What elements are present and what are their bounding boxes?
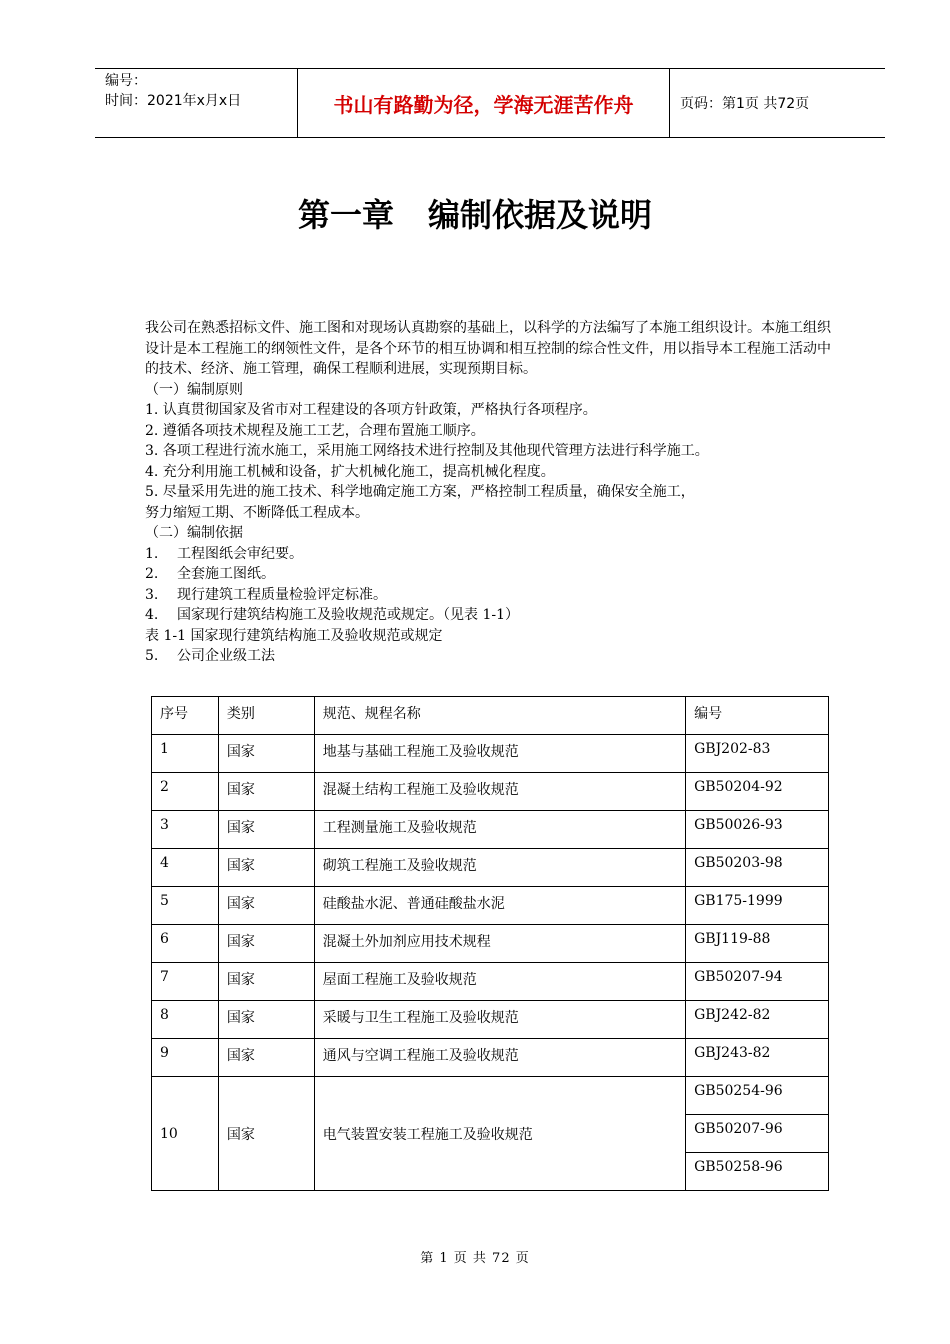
number-label: 编号：	[105, 73, 147, 89]
row-number-cell: 7	[152, 963, 219, 1001]
chapter-name: 编制依据及说明	[428, 196, 653, 234]
spec-name-cell: 工程测量施工及验收规范	[314, 811, 685, 849]
category-cell: 国家	[218, 1001, 314, 1039]
basis-number: 1.	[145, 545, 159, 562]
basis-number: 2.	[145, 566, 159, 582]
table-row	[152, 925, 829, 963]
principle-item: 5. 尽量采用先进的施工技术、科学地确定施工方案，严格控制工程质量，确保安全施工，	[145, 484, 695, 500]
spec-code-cell: GB50026-93	[686, 811, 829, 849]
row-number-cell: 1	[152, 735, 219, 773]
spec-name-cell: 砌筑工程施工及验收规范	[314, 849, 685, 887]
header-page-label: 页码：第1页 共72页	[680, 96, 810, 112]
spec-code-cell: GBJ242-82	[686, 1001, 829, 1039]
spec-code-cell: GBJ119-88	[686, 925, 829, 963]
table-row	[152, 1039, 829, 1077]
spec-name-cell: 硅酸盐水泥、普通硅酸盐水泥	[314, 887, 685, 925]
row-number-cell: 2	[152, 773, 219, 811]
time-label: 时间：2021年x月x日	[105, 93, 242, 109]
header-motto: 书山有路勤为径，学海无涯苦作舟	[297, 69, 670, 137]
intro-paragraph: 我公司在熟悉招标文件、施工图和对现场认真勘察的基础上，以科学的方法编写了本施工组织设计。本施工组织设计是本工程施工的纲领性文件，是各个环节的相互协调和相互控制的综合性文件，用以指导本工程施工活动中的技术、经济、施工管理，确保工程顺利进展，实现预期目标。	[145, 320, 831, 377]
principle-item: 1. 认真贯彻国家及省市对工程建设的各项方针政策，严格执行各项程序。	[145, 402, 597, 418]
spec-name-cell: 通风与空调工程施工及验收规范	[314, 1039, 685, 1077]
row-number-cell: 3	[152, 811, 219, 849]
category-cell: 国家	[218, 925, 314, 963]
header-cell: 规范、规程名称	[314, 697, 685, 735]
row-number-cell: 6	[152, 925, 219, 963]
table-row	[152, 849, 829, 887]
basis-item	[145, 585, 840, 606]
table-row	[152, 773, 829, 811]
basis-item	[145, 564, 840, 585]
basis-text: 公司企业级工法	[177, 648, 275, 664]
principle-item: 2. 遵循各项技术规程及施工工艺，合理布置施工顺序。	[145, 422, 485, 439]
spec-name-cell: 屋面工程施工及验收规范	[314, 963, 685, 1001]
category-cell: 国家	[218, 773, 314, 811]
spec-code-cell: GB50258-96	[686, 1153, 829, 1191]
header-cell: 序号	[152, 697, 219, 735]
basis-text: 全套施工图纸。	[177, 566, 275, 582]
section-heading: （二）编制依据	[145, 525, 243, 541]
row-number-cell: 9	[152, 1039, 219, 1077]
page-footer: 第 1 页 共 72 页	[420, 1251, 530, 1266]
basis-number: 4.	[145, 607, 159, 623]
principle-item: 4. 充分利用施工机械和设备，扩大机械化施工，提高机械化程度。	[145, 463, 555, 480]
table-row	[152, 1077, 829, 1115]
principle-item: 3. 各项工程进行流水施工，采用施工网络技术进行控制及其他现代管理方法进行科学施工。	[145, 443, 709, 459]
basis-item	[145, 646, 840, 667]
table-row	[152, 963, 829, 1001]
basis-item	[145, 544, 840, 565]
header-cell: 编号	[686, 697, 829, 735]
basis-item	[145, 605, 840, 626]
spec-code-cell: GB50203-98	[686, 849, 829, 887]
table-row	[152, 811, 829, 849]
spec-code-cell: GB50204-92	[686, 773, 829, 811]
spec-code-cell: GB175-1999	[686, 887, 829, 925]
category-cell: 国家	[218, 1039, 314, 1077]
row-number-cell: 10	[152, 1077, 219, 1191]
spec-code-cell: GB50254-96	[686, 1077, 829, 1115]
section-heading: （一）编制原则	[145, 381, 243, 398]
chapter-number: 第一章	[297, 196, 394, 234]
spec-name-cell: 混凝土结构工程施工及验收规范	[314, 773, 685, 811]
spec-table	[151, 696, 829, 1191]
table-row	[152, 887, 829, 925]
spec-code-cell: GBJ202-83	[686, 735, 829, 773]
basis-number: 5.	[145, 648, 159, 664]
spec-code-cell: GB50207-94	[686, 963, 829, 1001]
category-cell: 国家	[218, 735, 314, 773]
header-cell: 类别	[218, 697, 314, 735]
table-row	[152, 1001, 829, 1039]
category-cell: 国家	[218, 887, 314, 925]
table-row	[152, 735, 829, 773]
basis-number: 3.	[145, 586, 159, 603]
spec-code-cell: GB50207-96	[686, 1115, 829, 1153]
basis-text: 工程图纸会审纪要。	[177, 545, 303, 562]
document-body	[145, 318, 840, 667]
page-header	[95, 68, 885, 138]
spec-name-cell: 地基与基础工程施工及验收规范	[314, 735, 685, 773]
table-caption: 表 1-1 国家现行建筑结构施工及验收规范或规定	[145, 627, 443, 644]
row-number-cell: 4	[152, 849, 219, 887]
principle-item: 努力缩短工期、不断降低工程成本。	[145, 504, 369, 521]
table-header-row	[152, 697, 829, 735]
category-cell: 国家	[218, 963, 314, 1001]
basis-text: 国家现行建筑结构施工及验收规范或规定。（见表 1-1）	[177, 607, 519, 623]
basis-text: 现行建筑工程质量检验评定标准。	[177, 586, 387, 603]
category-cell: 国家	[218, 811, 314, 849]
spec-code-cell: GBJ243-82	[686, 1039, 829, 1077]
category-cell: 国家	[218, 849, 314, 887]
chapter-title	[0, 190, 950, 236]
category-cell: 国家	[218, 1077, 314, 1191]
spec-name-cell: 采暖与卫生工程施工及验收规范	[314, 1001, 685, 1039]
row-number-cell: 5	[152, 887, 219, 925]
spec-name-cell: 电气装置安装工程施工及验收规范	[314, 1077, 685, 1191]
header-left	[95, 69, 297, 137]
row-number-cell: 8	[152, 1001, 219, 1039]
spec-name-cell: 混凝土外加剂应用技术规程	[314, 925, 685, 963]
